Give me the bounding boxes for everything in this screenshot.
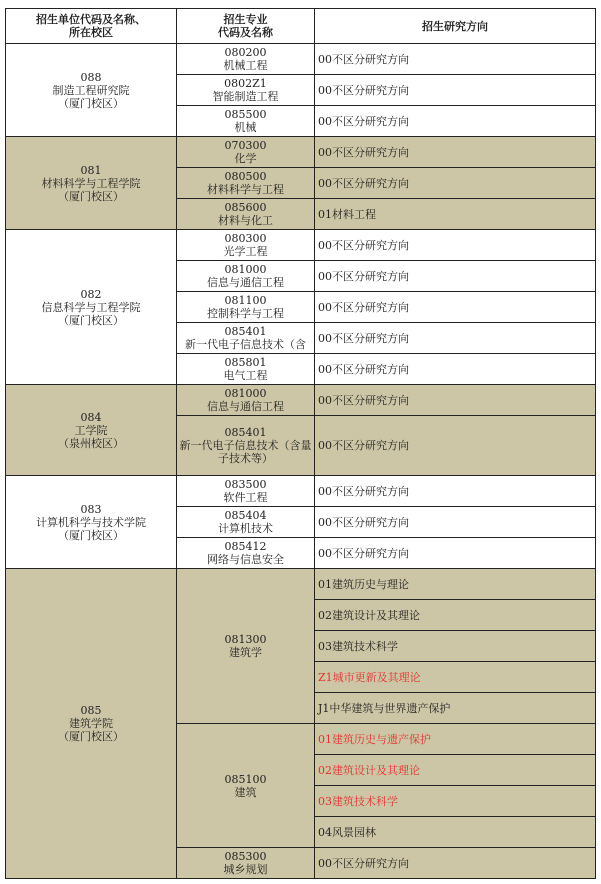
- unit-code: 084: [80, 410, 102, 424]
- major-cell: [177, 385, 315, 416]
- unit-cell: [6, 44, 177, 137]
- unit-name: 材料科学与工程学院: [41, 176, 141, 190]
- major-cell: [177, 261, 315, 292]
- major-cell: [177, 476, 315, 507]
- major-code: 085300: [224, 850, 267, 863]
- major-name: 控制科学与工程: [207, 307, 284, 320]
- major-name: 材料与化工: [218, 214, 273, 227]
- unit-campus: （厦门校区）: [58, 189, 124, 203]
- major-name: 城乡规划: [223, 863, 268, 876]
- direction-cell: 00不区分研究方向: [315, 507, 596, 538]
- direction-cell: 00不区分研究方向: [315, 137, 596, 168]
- unit-name: 制造工程研究院: [52, 83, 130, 97]
- direction-cell: 03建筑技术科学: [315, 631, 596, 662]
- major-code: 085412: [224, 540, 267, 553]
- major-name: 信息与通信工程: [207, 400, 284, 413]
- major-code: 081000: [224, 387, 267, 400]
- major-code: 070300: [224, 139, 267, 152]
- unit-code: 081: [80, 163, 102, 177]
- major-name: 机械工程: [223, 59, 268, 72]
- major-cell: [177, 507, 315, 538]
- unit-cell: [6, 230, 177, 385]
- direction-cell: 01建筑历史与遗产保护: [315, 724, 596, 755]
- major-name: 光学工程: [223, 245, 268, 258]
- table-row: [6, 137, 596, 168]
- unit-code: 088: [80, 70, 102, 84]
- major-code: 085500: [224, 108, 267, 121]
- unit-cell: [6, 476, 177, 569]
- unit-campus: （厦门校区）: [58, 730, 124, 743]
- unit-cell: [6, 569, 177, 879]
- direction-cell: 00不区分研究方向: [315, 292, 596, 323]
- direction-cell: 00不区分研究方向: [315, 168, 596, 199]
- major-cell: [177, 416, 315, 476]
- table-row: [6, 476, 596, 507]
- direction-cell: 00不区分研究方向: [315, 323, 596, 354]
- major-name: 新一代电子信息技术（含量子技术等）: [179, 439, 312, 465]
- major-code: 081000: [224, 263, 267, 276]
- direction-cell: J1中华建筑与世界遗产保护: [315, 693, 596, 724]
- major-name: 化学: [234, 152, 257, 165]
- direction-cell: 02建筑设计及其理论: [315, 600, 596, 631]
- major-cell: [177, 44, 315, 75]
- direction-cell: 00不区分研究方向: [315, 538, 596, 569]
- major-name: 建筑: [234, 785, 257, 799]
- major-cell: [177, 137, 315, 168]
- major-name: 材料科学与工程: [207, 183, 284, 196]
- major-name: 电气工程: [223, 369, 268, 382]
- major-cell: [177, 230, 315, 261]
- unit-code: 083: [80, 502, 102, 516]
- major-cell: [177, 292, 315, 323]
- direction-cell: 00不区分研究方向: [315, 261, 596, 292]
- major-cell: [177, 354, 315, 385]
- major-code: 085100: [224, 772, 267, 786]
- unit-code: 082: [80, 287, 102, 301]
- table-header-row: [6, 9, 596, 44]
- unit-name: 工学院: [74, 423, 108, 437]
- admission-table: [5, 8, 596, 879]
- major-code: 080200: [224, 46, 267, 59]
- table-row: [6, 569, 596, 600]
- major-cell: [177, 848, 315, 879]
- major-name: 软件工程: [223, 491, 268, 504]
- direction-cell: 02建筑设计及其理论: [315, 755, 596, 786]
- unit-campus: （泉州校区）: [58, 436, 124, 450]
- major-code: 083500: [224, 478, 267, 491]
- major-name: 计算机技术: [218, 522, 273, 535]
- major-code: 085404: [224, 509, 267, 522]
- major-name: 智能制造工程: [212, 90, 279, 103]
- direction-cell: 00不区分研究方向: [315, 476, 596, 507]
- major-code: 081100: [224, 294, 267, 307]
- unit-cell: [6, 137, 177, 230]
- major-cell: [177, 199, 315, 230]
- direction-cell: 00不区分研究方向: [315, 44, 596, 75]
- header-direction: 招生研究方向: [315, 9, 596, 44]
- major-code: 085401: [224, 325, 267, 338]
- major-cell: [177, 106, 315, 137]
- header-unit: 招生单位代码及名称、 所在校区: [6, 9, 177, 44]
- unit-name: 建筑学院: [69, 717, 113, 730]
- major-code: 085801: [224, 356, 267, 369]
- major-name: 机械: [234, 121, 257, 134]
- major-cell: [177, 724, 315, 848]
- major-name: 网络与信息安全: [207, 553, 284, 566]
- direction-cell: 00不区分研究方向: [315, 416, 596, 476]
- unit-name: 计算机科学与技术学院: [36, 515, 146, 529]
- major-name: 建筑学: [229, 646, 262, 659]
- direction-cell: 00不区分研究方向: [315, 354, 596, 385]
- unit-campus: （厦门校区）: [58, 96, 124, 110]
- table-row: [6, 44, 596, 75]
- table-row: [6, 385, 596, 416]
- major-cell: [177, 323, 315, 354]
- direction-cell: 03建筑技术科学: [315, 786, 596, 817]
- direction-cell: 00不区分研究方向: [315, 230, 596, 261]
- major-cell: [177, 538, 315, 569]
- major-code: 085600: [224, 201, 267, 214]
- major-cell: [177, 569, 315, 724]
- major-name: 新一代电子信息技术（含: [185, 338, 306, 351]
- direction-cell: 01材料工程: [315, 199, 596, 230]
- direction-cell: 00不区分研究方向: [315, 385, 596, 416]
- unit-campus: （厦门校区）: [58, 528, 124, 542]
- major-code: 085401: [224, 426, 267, 439]
- major-code: 080500: [224, 170, 267, 183]
- direction-cell: 04风景园林: [315, 817, 596, 848]
- direction-cell: 00不区分研究方向: [315, 75, 596, 106]
- unit-cell: [6, 385, 177, 476]
- unit-code: 085: [80, 704, 102, 717]
- direction-cell: 00不区分研究方向: [315, 106, 596, 137]
- major-code: 080300: [224, 232, 267, 245]
- table-row: [6, 230, 596, 261]
- direction-cell: 01建筑历史与理论: [315, 569, 596, 600]
- table-body: [6, 44, 596, 879]
- unit-campus: （厦门校区）: [58, 313, 124, 327]
- major-name: 信息与通信工程: [207, 276, 284, 289]
- major-code: 0802Z1: [224, 77, 267, 90]
- header-major: 招生专业 代码及名称: [177, 9, 315, 44]
- unit-name: 信息科学与工程学院: [41, 300, 141, 314]
- direction-cell: Z1城市更新及其理论: [315, 662, 596, 693]
- direction-cell: 00不区分研究方向: [315, 848, 596, 879]
- major-code: 081300: [224, 633, 267, 646]
- major-cell: [177, 75, 315, 106]
- major-cell: [177, 168, 315, 199]
